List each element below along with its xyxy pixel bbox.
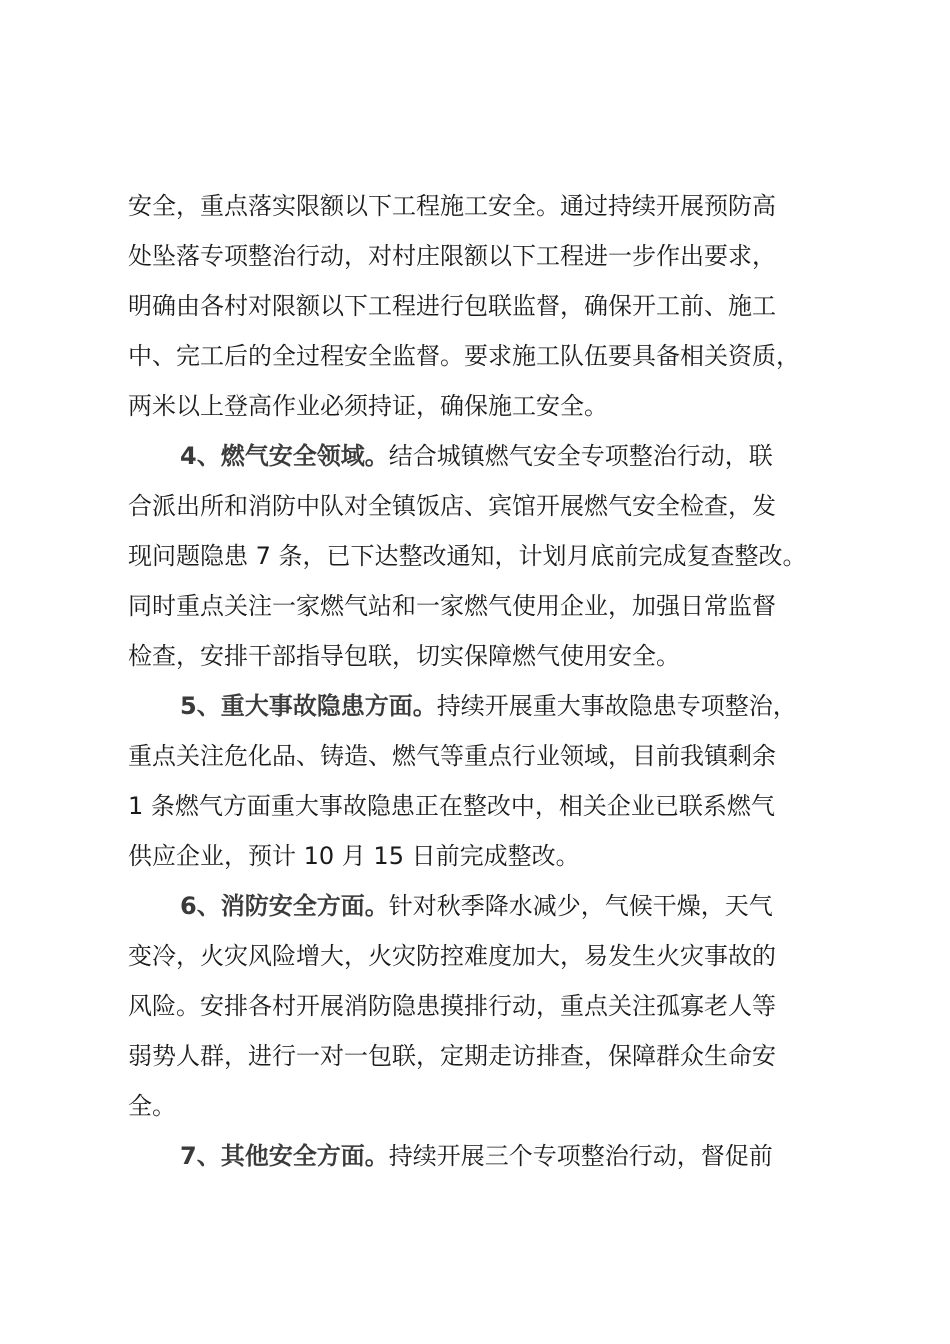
text-line: 合派出所和消防中队对全镇饭店、宾馆开展燃气安全检查，发 <box>128 492 776 520</box>
text-line: 1 条燃气方面重大事故隐患正在整改中，相关企业已联系燃气 <box>128 792 775 820</box>
text-line: 检查，安排干部指导包联，切实保障燃气使用安全。 <box>128 642 680 670</box>
paragraph-text: 针对秋季降水减少，气候干燥，天气 <box>388 892 773 920</box>
paragraph-first-line <box>128 681 854 731</box>
paragraph-first-line <box>128 1131 854 1181</box>
paragraph-heading: 5、重大事故隐患方面。 <box>180 692 437 720</box>
text-line: 中、完工后的全过程安全监督。要求施工队伍要具备相关资质， <box>128 342 800 370</box>
paragraph-heading: 4、燃气安全领域。 <box>180 442 389 470</box>
paragraph-text: 持续开展三个专项整治行动，督促前 <box>388 1142 773 1170</box>
paragraph-first-line <box>128 431 854 481</box>
text-line: 明确由各村对限额以下工程进行包联监督，确保开工前、施工 <box>128 292 776 320</box>
text-line: 全。 <box>128 1092 176 1120</box>
paragraph-heading: 6、消防安全方面。 <box>180 892 389 920</box>
paragraph-text: 持续开展重大事故隐患专项整治， <box>436 692 797 720</box>
document-body <box>128 181 854 1181</box>
text-line: 风险。安排各村开展消防隐患摸排行动，重点关注孤寡老人等 <box>128 992 776 1020</box>
paragraph-heading: 7、其他安全方面。 <box>180 1142 389 1170</box>
text-line: 同时重点关注一家燃气站和一家燃气使用企业，加强日常监督 <box>128 592 776 620</box>
text-line: 变冷，火灾风险增大，火灾防控难度加大，易发生火灾事故的 <box>128 942 776 970</box>
text-line: 供应企业，预计 10 月 15 日前完成整改。 <box>128 842 580 870</box>
paragraph-first-line <box>128 881 854 931</box>
text-line: 两米以上登高作业必须持证，确保施工安全。 <box>128 392 608 420</box>
text-line: 现问题隐患 7 条，已下达整改通知，计划月底前完成复查整改。 <box>128 542 807 570</box>
text-line: 弱势人群，进行一对一包联，定期走访排查，保障群众生命安 <box>128 1042 776 1070</box>
text-line: 安全，重点落实限额以下工程施工安全。通过持续开展预防高 <box>128 192 776 220</box>
paragraph-text: 结合城镇燃气安全专项整治行动，联 <box>388 442 773 470</box>
text-line: 重点关注危化品、铸造、燃气等重点行业领域，目前我镇剩余 <box>128 742 776 770</box>
text-line: 处坠落专项整治行动，对村庄限额以下工程进一步作出要求， <box>128 242 776 270</box>
